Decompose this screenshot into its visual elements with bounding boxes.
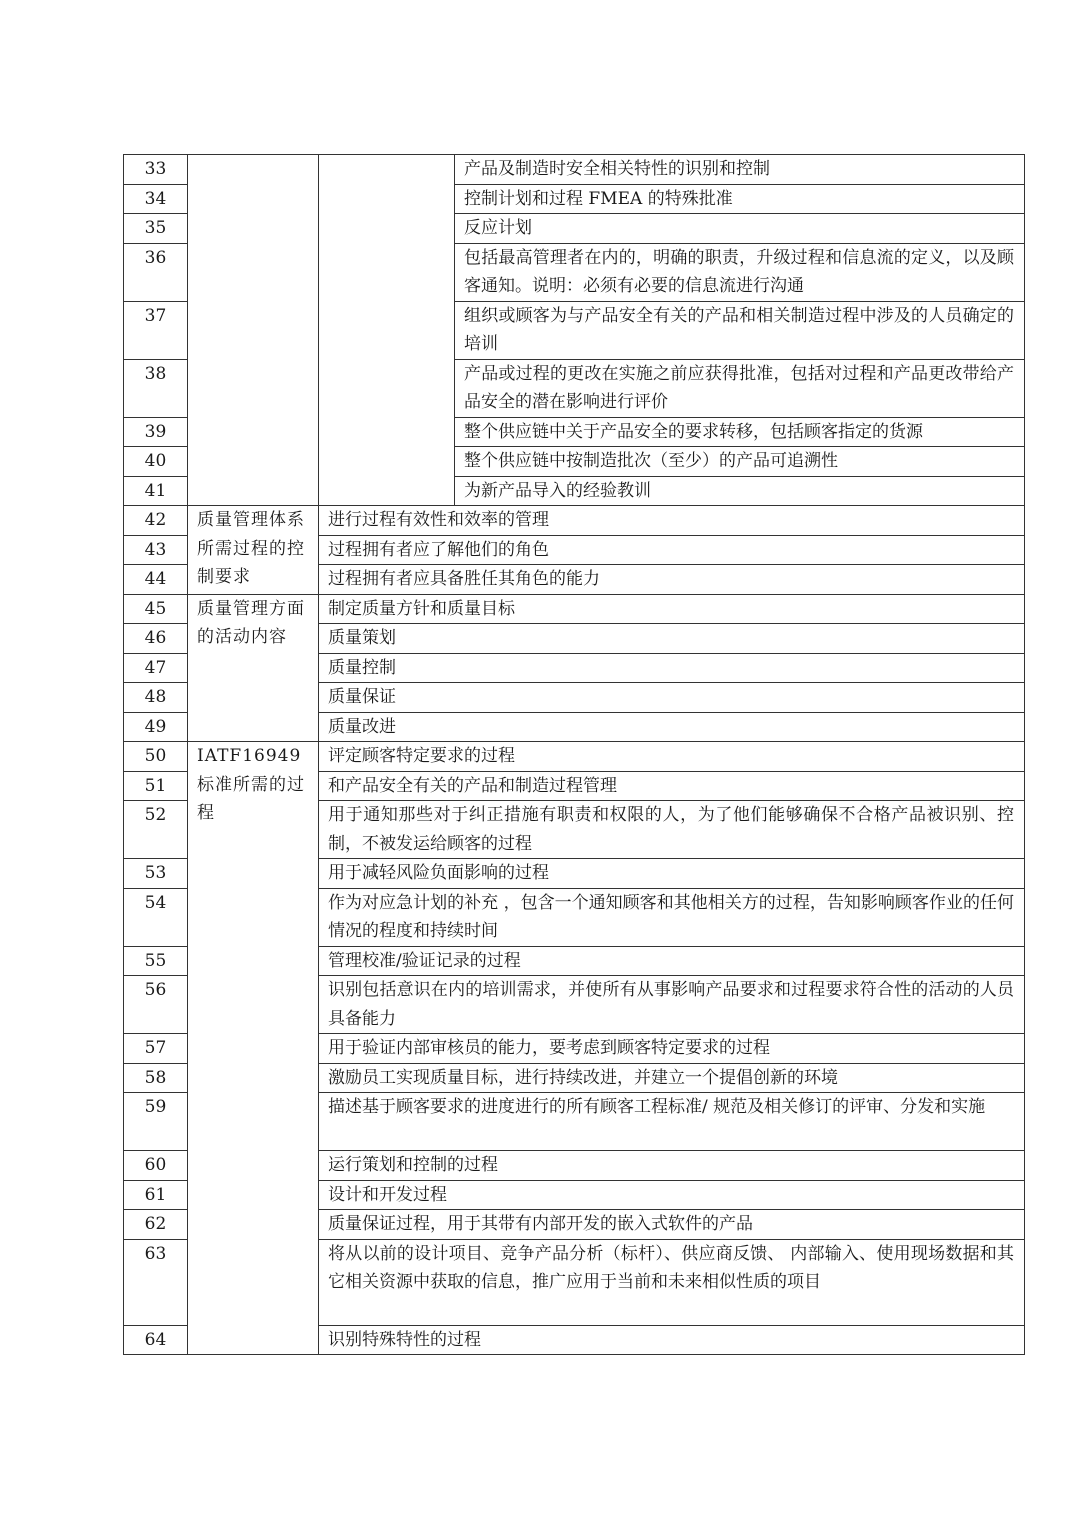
row-number: 57 (124, 1034, 188, 1064)
category-cell: IATF16949标准所需的过程 (188, 742, 319, 1355)
requirement-text: 包括最高管理者在内的，明确的职责，升级过程和信息流的定义，以及顾客通知。说明：必须有必要的信息流进行沟通 (455, 243, 1025, 301)
requirement-text: 识别包括意识在内的培训需求，并使所有从事影响产品要求和过程要求符合性的活动的人员具备能力 (319, 976, 1025, 1034)
row-number: 46 (124, 624, 188, 654)
row-number: 45 (124, 594, 188, 624)
requirement-text: 进行过程有效性和效率的管理 (319, 506, 1025, 536)
requirement-text: 整个供应链中按制造批次（至少）的产品可追溯性 (455, 447, 1025, 477)
subcategory-cell-empty (319, 155, 455, 506)
requirement-text: 激励员工实现质量目标，进行持续改进，并建立一个提倡创新的环境 (319, 1063, 1025, 1093)
row-number: 40 (124, 447, 188, 477)
requirement-text: 质量保证 (319, 683, 1025, 713)
requirement-text: 用于减轻风险负面影响的过程 (319, 859, 1025, 889)
category-cell-empty (188, 155, 319, 506)
row-number: 62 (124, 1210, 188, 1240)
requirement-text: 作为对应急计划的补充 ，包含一个通知顾客和其他相关方的过程，告知影响顾客作业的任何情况的程度和持续时间 (319, 888, 1025, 946)
row-number: 43 (124, 535, 188, 565)
row-number: 59 (124, 1093, 188, 1151)
requirement-text: 描述基于顾客要求的进度进行的所有顾客工程标准/ 规范及相关修订的评审、分发和实施 (319, 1093, 1025, 1151)
row-number: 41 (124, 476, 188, 506)
row-number: 44 (124, 565, 188, 595)
row-number: 60 (124, 1151, 188, 1181)
requirement-text: 用于通知那些对于纠正措施有职责和权限的人，为了他们能够确保不合格产品被识别、控制，不被发运给顾客的过程 (319, 801, 1025, 859)
row-number: 35 (124, 214, 188, 244)
row-number: 54 (124, 888, 188, 946)
table-row (124, 594, 1025, 624)
requirement-text: 和产品安全有关的产品和制造过程管理 (319, 771, 1025, 801)
row-number: 61 (124, 1180, 188, 1210)
row-number: 51 (124, 771, 188, 801)
requirement-text: 为新产品导入的经验教训 (455, 476, 1025, 506)
row-number: 49 (124, 712, 188, 742)
requirement-text: 质量改进 (319, 712, 1025, 742)
requirement-text: 控制计划和过程 FMEA 的特殊批准 (455, 184, 1025, 214)
requirement-text: 整个供应链中关于产品安全的要求转移，包括顾客指定的货源 (455, 417, 1025, 447)
table-row (124, 742, 1025, 772)
row-number: 39 (124, 417, 188, 447)
requirement-text: 质量策划 (319, 624, 1025, 654)
requirement-text: 运行策划和控制的过程 (319, 1151, 1025, 1181)
requirement-text: 产品及制造时安全相关特性的识别和控制 (455, 155, 1025, 185)
requirement-text: 评定顾客特定要求的过程 (319, 742, 1025, 772)
row-number: 53 (124, 859, 188, 889)
process-requirements-table (123, 154, 1025, 1355)
row-number: 37 (124, 301, 188, 359)
table-body (124, 155, 1025, 1355)
table-row (124, 155, 1025, 185)
requirement-text: 组织或顾客为与产品安全有关的产品和相关制造过程中涉及的人员确定的培训 (455, 301, 1025, 359)
row-number: 50 (124, 742, 188, 772)
row-number: 47 (124, 653, 188, 683)
row-number: 63 (124, 1239, 188, 1325)
row-number: 56 (124, 976, 188, 1034)
row-number: 48 (124, 683, 188, 713)
requirement-text: 产品或过程的更改在实施之前应获得批准，包括对过程和产品更改带给产品安全的潜在影响进行评价 (455, 359, 1025, 417)
row-number: 55 (124, 946, 188, 976)
requirement-text: 将从以前的设计项目、竞争产品分析（标杆）、供应商反馈、 内部输入、使用现场数据和其它相关资源中获取的信息，推广应用于当前和未来相似性质的项目 (319, 1239, 1025, 1325)
row-number: 36 (124, 243, 188, 301)
requirement-text: 管理校准/验证记录的过程 (319, 946, 1025, 976)
row-number: 64 (124, 1325, 188, 1355)
requirement-text: 质量保证过程，用于其带有内部开发的嵌入式软件的产品 (319, 1210, 1025, 1240)
requirement-text: 过程拥有者应具备胜任其角色的能力 (319, 565, 1025, 595)
row-number: 33 (124, 155, 188, 185)
category-cell: 质量管理方面的活动内容 (188, 594, 319, 742)
requirement-text: 反应计划 (455, 214, 1025, 244)
requirement-text: 制定质量方针和质量目标 (319, 594, 1025, 624)
requirement-text: 用于验证内部审核员的能力，要考虑到顾客特定要求的过程 (319, 1034, 1025, 1064)
row-number: 58 (124, 1063, 188, 1093)
requirement-text: 设计和开发过程 (319, 1180, 1025, 1210)
table-row (124, 506, 1025, 536)
row-number: 38 (124, 359, 188, 417)
requirement-text: 识别特殊特性的过程 (319, 1325, 1025, 1355)
requirement-text: 质量控制 (319, 653, 1025, 683)
row-number: 42 (124, 506, 188, 536)
row-number: 34 (124, 184, 188, 214)
requirement-text: 过程拥有者应了解他们的角色 (319, 535, 1025, 565)
row-number: 52 (124, 801, 188, 859)
category-cell: 质量管理体系所需过程的控制要求 (188, 506, 319, 595)
